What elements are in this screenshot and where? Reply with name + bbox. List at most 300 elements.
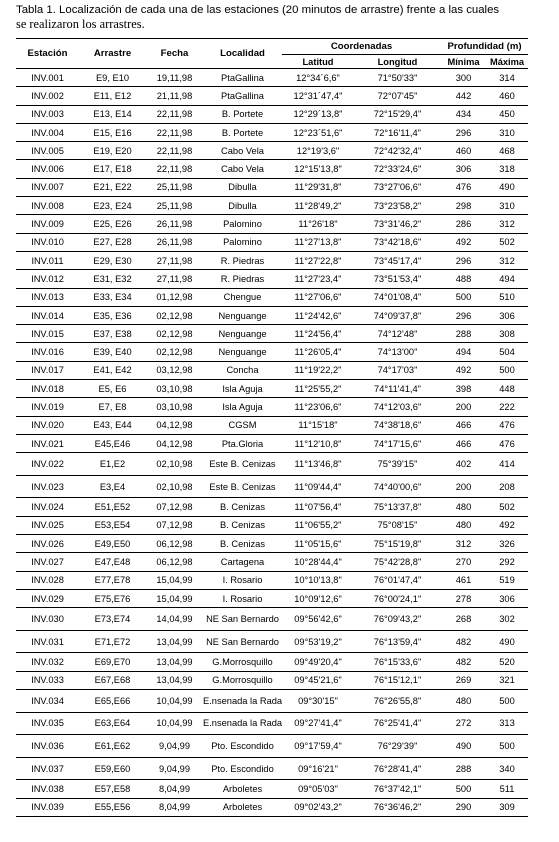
- cell-latitud: 09°16'21": [298, 763, 338, 774]
- cell-fecha: 22,11,98: [156, 127, 193, 138]
- cell-maxima: 448: [499, 383, 515, 394]
- cell-estacion: INV.035: [31, 718, 64, 729]
- cell-arrastre: E53,E54: [94, 520, 131, 531]
- cell-minima: 398: [455, 383, 472, 394]
- cell-arrastre: E5, E6: [98, 383, 127, 394]
- cell-longitud: 76°13'59,4": [373, 636, 422, 647]
- cell-arrastre: E7, E8: [98, 401, 127, 412]
- cell-fecha: 27,11,98: [156, 255, 193, 266]
- cell-latitud: 09°53'19,2": [294, 636, 342, 647]
- cell-fecha: 07,12,98: [156, 502, 193, 513]
- cell-localidad: B. Portete: [221, 127, 264, 138]
- cell-localidad: I. Rosario: [222, 575, 263, 586]
- cell-estacion: INV.006: [31, 164, 64, 175]
- cell-arrastre: E55,E56: [94, 802, 131, 813]
- cell-localidad: PtaGallina: [221, 72, 264, 83]
- cell-estacion: INV.022: [31, 459, 64, 470]
- cell-fecha: 14,04,99: [156, 614, 193, 624]
- cell-longitud: 73°31'46,2": [373, 219, 422, 230]
- cell-arrastre: E37, E38: [93, 328, 132, 339]
- cell-localidad: NE San Bernardo: [206, 614, 279, 624]
- cell-fecha: 04,12,98: [156, 438, 193, 449]
- cell-minima: 290: [455, 802, 472, 813]
- cell-minima: 268: [455, 614, 472, 624]
- cell-latitud: 09°05'03": [298, 784, 338, 794]
- cell-longitud: 73°42'18,6": [373, 237, 422, 248]
- cell-arrastre: E59,E60: [94, 763, 131, 774]
- cell-maxima: 340: [499, 763, 515, 774]
- cell-longitud: 74°09'37,8": [373, 310, 422, 321]
- cell-longitud: 74°13'00": [377, 347, 418, 358]
- cell-estacion: INV.024: [31, 502, 64, 513]
- table-row: [16, 589, 528, 607]
- cell-minima: 476: [455, 182, 472, 193]
- cell-estacion: INV.037: [31, 763, 64, 774]
- table-row: [16, 757, 528, 780]
- cell-latitud: 11°05'15,6": [294, 538, 342, 549]
- cell-minima: 492: [455, 237, 472, 248]
- cell-maxima: 314: [499, 72, 515, 83]
- cell-fecha: 26,11,98: [156, 219, 193, 230]
- table-row: [16, 178, 528, 196]
- cell-maxima: 313: [499, 718, 515, 729]
- cell-longitud: 74°12'48": [377, 328, 418, 339]
- cell-localidad: Cartagena: [220, 556, 265, 567]
- cell-maxima: 500: [499, 740, 515, 751]
- header-estacion: Estación: [16, 39, 79, 69]
- cell-fecha: 22,11,98: [156, 145, 193, 156]
- table-row: [16, 361, 528, 379]
- cell-arrastre: E41, E42: [93, 365, 132, 376]
- cell-fecha: 02,12,98: [156, 310, 193, 321]
- cell-estacion: INV.032: [31, 657, 64, 668]
- cell-latitud: 09°02'43,2": [294, 802, 342, 813]
- cell-fecha: 10,04,99: [156, 718, 193, 729]
- cell-estacion: INV.007: [31, 182, 64, 193]
- cell-longitud: 75°08'15": [377, 520, 418, 531]
- cell-latitud: 11°27'06,6": [294, 292, 342, 303]
- cell-minima: 200: [455, 481, 472, 492]
- cell-estacion: INV.014: [31, 310, 64, 321]
- cell-latitud: 09°27'41,4": [294, 718, 342, 729]
- cell-localidad: Palomino: [223, 237, 262, 248]
- cell-latitud: 09°17'59,4": [294, 740, 342, 751]
- table-row: [16, 453, 528, 476]
- cell-minima: 490: [455, 740, 472, 751]
- header-longitud: Longitud: [354, 55, 441, 69]
- table-row: [16, 325, 528, 343]
- cell-estacion: INV.018: [31, 383, 64, 394]
- cell-estacion: INV.004: [31, 127, 64, 138]
- cell-localidad: Dibulla: [228, 200, 257, 211]
- cell-estacion: INV.026: [31, 538, 64, 549]
- cell-localidad: Cabo Vela: [221, 164, 264, 175]
- cell-minima: 286: [455, 219, 472, 230]
- cell-estacion: INV.017: [31, 365, 64, 376]
- table-row: [16, 160, 528, 178]
- cell-latitud: 11°15'18": [298, 420, 338, 431]
- cell-localidad: Chengue: [223, 292, 262, 303]
- cell-minima: 269: [455, 675, 472, 686]
- cell-latitud: 11°27'13,8": [294, 237, 342, 248]
- cell-maxima: 326: [499, 538, 515, 549]
- table-row: [16, 653, 528, 671]
- cell-longitud: 74°38'18,6": [373, 420, 422, 431]
- cell-minima: 306: [455, 164, 472, 175]
- table-row: [16, 671, 528, 689]
- caption-line-1: Tabla 1. Localización de cada una de las estaciones (20 minutos de arrastre) frente a las cuales: [16, 4, 500, 16]
- cell-fecha: 03,12,98: [156, 365, 193, 376]
- table-row: [16, 798, 528, 816]
- cell-maxima: 519: [499, 575, 515, 586]
- cell-localidad: R. Piedras: [220, 273, 265, 284]
- cell-arrastre: E17, E18: [93, 164, 132, 175]
- cell-fecha: 02,10,98: [156, 459, 193, 470]
- cell-arrastre: E71,E72: [94, 636, 131, 647]
- cell-minima: 434: [455, 109, 472, 120]
- cell-arrastre: E13, E14: [93, 109, 132, 120]
- table-row: [16, 343, 528, 361]
- cell-localidad: Nenguange: [218, 328, 267, 339]
- cell-latitud: 12°23´51,6": [293, 127, 343, 138]
- cell-fecha: 02,12,98: [156, 347, 193, 358]
- cell-longitud: 76°09'43,2": [373, 614, 422, 624]
- cell-minima: 466: [455, 420, 472, 431]
- cell-fecha: 8,04,99: [158, 802, 191, 813]
- cell-arrastre: E51,E52: [94, 502, 131, 513]
- cell-longitud: 71°50'33": [377, 72, 418, 83]
- table-row: [16, 233, 528, 251]
- cell-arrastre: E9, E10: [95, 72, 130, 83]
- cell-maxima: 504: [499, 347, 515, 358]
- cell-fecha: 15,04,99: [156, 593, 193, 604]
- table-row: [16, 416, 528, 434]
- cell-maxima: 310: [499, 200, 515, 211]
- cell-minima: 482: [455, 657, 472, 668]
- cell-longitud: 73°45'17,4": [373, 255, 422, 266]
- cell-estacion: INV.011: [31, 255, 64, 266]
- cell-minima: 494: [455, 347, 472, 358]
- cell-arrastre: E29, E30: [93, 255, 132, 266]
- cell-maxima: 450: [499, 109, 515, 120]
- cell-estacion: INV.038: [31, 784, 64, 794]
- cell-fecha: 02,10,98: [156, 481, 193, 492]
- cell-minima: 296: [455, 255, 472, 266]
- cell-latitud: 11°09'44,4": [294, 481, 342, 492]
- table-body: [16, 69, 528, 817]
- cell-maxima: 476: [499, 420, 515, 431]
- table-row: [16, 142, 528, 160]
- cell-minima: 466: [455, 438, 472, 449]
- cell-fecha: 22,11,98: [156, 109, 193, 120]
- cell-fecha: 8,04,99: [158, 784, 191, 794]
- table-row: [16, 380, 528, 398]
- cell-latitud: 12°19'3,6": [296, 145, 340, 156]
- cell-maxima: 494: [499, 273, 515, 284]
- cell-minima: 488: [455, 273, 472, 284]
- cell-arrastre: E47,E48: [94, 556, 131, 567]
- cell-maxima: 502: [499, 502, 515, 513]
- header-arrastre: Arrastre: [79, 39, 146, 69]
- cell-latitud: 11°28'49,2": [294, 200, 342, 211]
- table-row: [16, 475, 528, 498]
- cell-arrastre: E57,E58: [94, 784, 131, 794]
- table-row: [16, 712, 528, 735]
- cell-maxima: 312: [499, 219, 515, 230]
- cell-minima: 296: [455, 310, 472, 321]
- cell-latitud: 09°45'21,6": [294, 675, 342, 686]
- cell-estacion: INV.015: [31, 328, 64, 339]
- cell-latitud: 11°24'56,4": [294, 328, 342, 339]
- cell-minima: 296: [455, 127, 472, 138]
- cell-longitud: 75°39'15": [377, 459, 418, 470]
- cell-minima: 402: [455, 459, 472, 470]
- stations-table: [16, 38, 528, 817]
- cell-fecha: 22,11,98: [156, 164, 193, 175]
- cell-maxima: 490: [499, 182, 515, 193]
- cell-minima: 278: [455, 593, 472, 604]
- cell-longitud: 75°13'37,8": [373, 502, 422, 513]
- cell-latitud: 09°30'15": [298, 695, 338, 706]
- cell-arrastre: E67,E68: [94, 675, 131, 686]
- cell-arrastre: E25, E26: [93, 219, 132, 230]
- cell-estacion: INV.019: [31, 401, 64, 412]
- cell-longitud: 76°37'42,1": [373, 784, 422, 794]
- cell-longitud: 75°42'28,8": [373, 556, 422, 567]
- cell-maxima: 222: [499, 401, 515, 412]
- cell-fecha: 25,11,98: [156, 200, 193, 211]
- cell-estacion: INV.021: [31, 438, 64, 449]
- cell-localidad: Nenguange: [218, 347, 267, 358]
- header-coordenadas: Coordenadas: [282, 39, 441, 55]
- cell-estacion: INV.031: [31, 636, 64, 647]
- table-row: [16, 689, 528, 712]
- cell-minima: 288: [455, 328, 472, 339]
- cell-fecha: 27,11,98: [156, 273, 193, 284]
- table-header: [16, 39, 528, 69]
- table-row: [16, 608, 528, 631]
- cell-fecha: 04,12,98: [156, 420, 193, 431]
- cell-latitud: 11°27'22,8": [294, 255, 342, 266]
- cell-localidad: Concha: [226, 365, 259, 376]
- cell-maxima: 306: [499, 593, 515, 604]
- cell-longitud: 72°15'29,4": [373, 109, 422, 120]
- table-row: [16, 571, 528, 589]
- cell-estacion: INV.008: [31, 200, 64, 211]
- cell-localidad: G.Morrosquillo: [212, 657, 273, 668]
- cell-fecha: 13,04,99: [156, 636, 193, 647]
- cell-latitud: 11°07'56,4": [294, 502, 342, 513]
- cell-maxima: 308: [499, 328, 515, 339]
- cell-maxima: 490: [499, 636, 515, 647]
- cell-arrastre: E39, E40: [93, 347, 132, 358]
- cell-estacion: INV.033: [31, 675, 64, 686]
- cell-estacion: INV.003: [31, 109, 64, 120]
- cell-longitud: 73°51'53,4": [373, 273, 422, 284]
- cell-longitud: 74°12'03,6": [373, 401, 422, 412]
- cell-longitud: 76°01'47,4": [373, 575, 422, 586]
- cell-estacion: INV.012: [31, 273, 64, 284]
- cell-latitud: 09°49'20,4": [294, 657, 342, 668]
- cell-longitud: 76°15'12,1": [373, 675, 422, 686]
- table-row: [16, 306, 528, 324]
- cell-localidad: Pta.Gloria: [221, 438, 264, 449]
- cell-minima: 461: [455, 575, 472, 586]
- cell-minima: 480: [455, 695, 472, 706]
- cell-localidad: NE San Bernardo: [206, 636, 279, 647]
- cell-arrastre: E1,E2: [99, 459, 126, 470]
- cell-minima: 272: [455, 718, 472, 729]
- cell-minima: 200: [455, 401, 472, 412]
- cell-arrastre: E21, E22: [93, 182, 132, 193]
- cell-longitud: 76°00'24,1": [373, 593, 422, 604]
- cell-maxima: 321: [499, 675, 515, 686]
- cell-latitud: 11°12'10,8": [294, 438, 342, 449]
- cell-minima: 442: [455, 90, 472, 101]
- cell-minima: 482: [455, 636, 472, 647]
- cell-longitud: 72°16'11,4": [374, 127, 421, 138]
- cell-estacion: INV.020: [31, 420, 64, 431]
- cell-longitud: 76°25'41,4": [373, 718, 422, 729]
- cell-longitud: 76°29'39": [377, 740, 418, 751]
- cell-longitud: 72°42'32,4": [373, 145, 422, 156]
- table-row: [16, 735, 528, 758]
- cell-estacion: INV.016: [31, 347, 64, 358]
- cell-longitud: 76°36'46,2": [373, 802, 422, 813]
- cell-localidad: B. Portete: [221, 109, 264, 120]
- cell-latitud: 11°29'31,8": [294, 182, 342, 193]
- cell-arrastre: E3,E4: [99, 481, 126, 492]
- cell-latitud: 10°28'44,4": [294, 556, 342, 567]
- cell-localidad: B. Cenizas: [220, 538, 265, 549]
- cell-latitud: 11°24'42,6": [294, 310, 342, 321]
- cell-longitud: 73°27'06,6": [373, 182, 422, 193]
- table-row: [16, 69, 528, 87]
- table-row: [16, 434, 528, 452]
- cell-localidad: Cabo Vela: [221, 145, 264, 156]
- table-caption: [16, 3, 536, 31]
- header-localidad: Localidad: [203, 39, 282, 69]
- cell-localidad: G.Morrosquillo: [212, 675, 273, 686]
- cell-localidad: E.nsenada la Rada: [203, 718, 282, 729]
- cell-arrastre: E11, E12: [93, 90, 132, 101]
- cell-localidad: Dibulla: [228, 182, 257, 193]
- cell-estacion: INV.027: [31, 556, 64, 567]
- cell-arrastre: E65,E66: [94, 695, 131, 706]
- cell-estacion: INV.013: [31, 292, 64, 303]
- table-row: [16, 516, 528, 534]
- cell-localidad: Palomino: [223, 219, 262, 230]
- cell-fecha: 25,11,98: [156, 182, 193, 193]
- cell-fecha: 10,04,99: [156, 695, 193, 706]
- cell-latitud: 12°31´47,4": [293, 90, 343, 101]
- cell-estacion: INV.029: [31, 593, 64, 604]
- cell-localidad: Este B. Cenizas: [209, 459, 276, 470]
- cell-maxima: 460: [499, 90, 515, 101]
- cell-localidad: PtaGallina: [221, 90, 264, 101]
- cell-maxima: 511: [499, 784, 515, 794]
- cell-maxima: 502: [499, 237, 515, 248]
- cell-latitud: 10°10'13,8": [294, 575, 342, 586]
- cell-maxima: 309: [499, 802, 515, 813]
- cell-estacion: INV.023: [31, 481, 64, 492]
- cell-estacion: INV.025: [31, 520, 64, 531]
- table-row: [16, 215, 528, 233]
- cell-arrastre: E33, E34: [93, 292, 132, 303]
- cell-minima: 500: [455, 784, 472, 794]
- cell-arrastre: E23, E24: [93, 200, 132, 211]
- cell-longitud: 74°17'15,6": [373, 438, 422, 449]
- cell-maxima: 306: [499, 310, 515, 321]
- cell-localidad: Este B. Cenizas: [209, 481, 276, 492]
- cell-longitud: 76°15'33,6": [373, 657, 422, 668]
- cell-fecha: 01,12,98: [156, 292, 193, 303]
- cell-longitud: 74°17'03": [377, 365, 418, 376]
- cell-arrastre: E63,E64: [94, 718, 131, 729]
- cell-estacion: INV.001: [31, 72, 64, 83]
- cell-longitud: 74°40'00,6": [373, 481, 422, 492]
- table-row: [16, 251, 528, 269]
- cell-estacion: INV.034: [31, 695, 64, 706]
- cell-fecha: 03,10,98: [156, 383, 193, 394]
- cell-maxima: 520: [499, 657, 515, 668]
- cell-longitud: 73°23'58,2": [373, 200, 422, 211]
- cell-arrastre: E61,E62: [94, 740, 131, 751]
- cell-localidad: B. Cenizas: [220, 502, 265, 513]
- cell-longitud: 74°11'41,4": [374, 383, 421, 394]
- table-row: [16, 780, 528, 798]
- cell-arrastre: E49,E50: [94, 538, 131, 549]
- cell-fecha: 13,04,99: [156, 657, 193, 668]
- table-row: [16, 105, 528, 123]
- cell-arrastre: E31, E32: [93, 273, 132, 284]
- cell-longitud: 72°33'24,6": [373, 164, 422, 175]
- cell-latitud: 11°26'05,4": [294, 347, 342, 358]
- cell-estacion: INV.030: [31, 614, 64, 624]
- header-profundidad: Profundidad (m): [441, 39, 528, 55]
- cell-estacion: INV.002: [31, 90, 64, 101]
- cell-fecha: 15,04,99: [156, 575, 193, 586]
- cell-arrastre: E27, E28: [93, 237, 132, 248]
- table-row: [16, 630, 528, 653]
- cell-minima: 298: [455, 200, 472, 211]
- cell-latitud: 10°09'12,6": [294, 593, 342, 604]
- table-row: [16, 535, 528, 553]
- cell-localidad: Arboletes: [222, 802, 263, 813]
- cell-latitud: 12°15'13,8": [294, 164, 342, 175]
- cell-localidad: Pto. Escondido: [211, 763, 274, 774]
- table-row: [16, 398, 528, 416]
- cell-longitud: 76°26'55,8": [373, 695, 422, 706]
- cell-localidad: Nenguange: [218, 310, 267, 321]
- cell-arrastre: E19, E20: [93, 145, 132, 156]
- table-row: [16, 270, 528, 288]
- cell-latitud: 11°13'46,8": [294, 459, 342, 470]
- cell-maxima: 468: [499, 145, 515, 156]
- cell-arrastre: E15, E16: [93, 127, 132, 138]
- cell-longitud: 76°28'41,4": [373, 763, 422, 774]
- header-fecha: Fecha: [146, 39, 203, 69]
- cell-latitud: 11°23'06,6": [294, 401, 342, 412]
- cell-estacion: INV.036: [31, 740, 64, 751]
- cell-latitud: 11°25'55,2": [294, 383, 342, 394]
- cell-estacion: INV.028: [31, 575, 64, 586]
- cell-maxima: 292: [499, 556, 515, 567]
- cell-minima: 480: [455, 502, 472, 513]
- cell-minima: 312: [455, 538, 472, 549]
- header-maxima: Máxima: [486, 55, 528, 69]
- table-row: [16, 87, 528, 105]
